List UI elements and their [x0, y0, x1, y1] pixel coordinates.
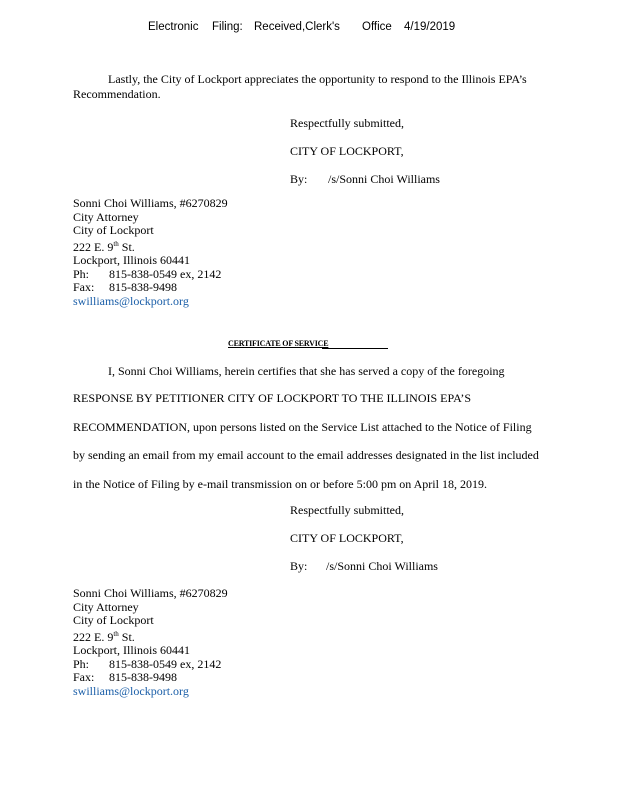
- attorney-fax: Fax: 815-838-9498: [73, 280, 177, 294]
- certificate-underline: [322, 348, 388, 349]
- by-label-1: By:: [290, 172, 308, 186]
- city-of-lockport-1: CITY OF LOCKPORT,: [290, 144, 404, 158]
- attorney-title: City Attorney: [73, 599, 139, 614]
- attorney-street: 222 E. 9th St.: [73, 629, 135, 644]
- certificate-line-5: in the Notice of Filing by e-mail transmission on or before 5:00 pm on April 18, 2019.: [73, 477, 487, 491]
- attorney-org: City of Lockport: [73, 613, 154, 627]
- signature-1: /s/Sonni Choi Williams: [328, 172, 440, 186]
- attorney-phone: Ph: 815-838-0549 ex, 2142: [73, 656, 222, 671]
- filing-header-received: Received,Clerk's: [254, 21, 340, 33]
- respectfully-submitted-1: Respectfully submitted,: [290, 116, 404, 130]
- filing-header-office: Office: [362, 21, 392, 33]
- filing-header-electronic: Electronic: [148, 21, 199, 33]
- by-label-2: By:: [290, 559, 308, 573]
- intro-line-2: Recommendation.: [73, 87, 161, 101]
- attorney-email-link[interactable]: swilliams@lockport.org: [73, 293, 189, 308]
- attorney-email-link[interactable]: swilliams@lockport.org: [73, 683, 189, 698]
- certificate-heading: CERTIFICATE OF SERVICE: [228, 339, 329, 348]
- attorney-name: Sonni Choi Williams, #6270829: [73, 586, 228, 600]
- attorney-title: City Attorney: [73, 209, 139, 224]
- attorney-name: Sonni Choi Williams, #6270829: [73, 196, 228, 210]
- intro-line-1: Lastly, the City of Lockport appreciates the opportunity to respond to the Illinois EPA’s: [108, 72, 527, 86]
- attorney-phone: Ph: 815-838-0549 ex, 2142: [73, 266, 222, 281]
- attorney-org: City of Lockport: [73, 223, 154, 237]
- respectfully-submitted-2: Respectfully submitted,: [290, 503, 404, 517]
- certificate-line-4: by sending an email from my email account to the email addresses designated in the list included: [73, 448, 539, 462]
- city-of-lockport-2: CITY OF LOCKPORT,: [290, 531, 404, 545]
- signature-2: /s/Sonni Choi Williams: [326, 559, 438, 573]
- certificate-line-3: RECOMMENDATION, upon persons listed on the Service List attached to the Notice of Filing: [73, 420, 532, 434]
- certificate-line-2: RESPONSE BY PETITIONER CITY OF LOCKPORT TO THE ILLINOIS EPA’S: [73, 391, 472, 405]
- attorney-block-1: [73, 197, 228, 308]
- attorney-block-2: [73, 587, 228, 698]
- attorney-city-state: Lockport, Illinois 60441: [73, 253, 190, 267]
- attorney-city-state: Lockport, Illinois 60441: [73, 643, 190, 657]
- certificate-line-1: I, Sonni Choi Williams, herein certifies that she has served a copy of the foregoing: [108, 364, 505, 378]
- filing-header-filing: Filing:: [212, 21, 243, 33]
- attorney-street: 222 E. 9th St.: [73, 239, 135, 254]
- filing-header-date: 4/19/2019: [404, 21, 456, 33]
- attorney-fax: Fax: 815-838-9498: [73, 670, 177, 684]
